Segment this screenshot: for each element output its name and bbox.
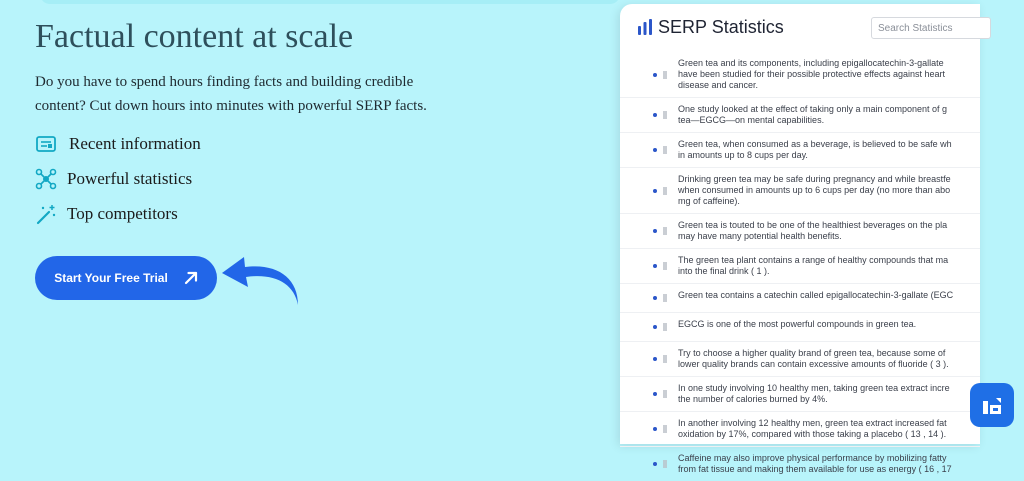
statistic-text: In one study involving 10 healthy men, taking green tea extract incre the number of calories burned by 4%. <box>678 383 950 404</box>
statistic-text: Drinking green tea may be safe during pregnancy and while breastfe when consumed in amounts up to 6 cups per day (no more than abo mg of caffeine). <box>678 174 951 206</box>
bullet-dot-icon <box>653 264 657 268</box>
curved-arrow-icon <box>218 253 304 309</box>
panel-title: SERP Statistics <box>658 17 784 37</box>
drag-handle-icon[interactable] <box>663 111 667 119</box>
magic-wand-icon <box>35 203 57 225</box>
feature-recent-information <box>35 133 201 155</box>
statistic-item[interactable] <box>620 214 980 249</box>
bullet-dot-icon <box>653 148 657 152</box>
statistic-item[interactable] <box>620 98 980 133</box>
statistic-item[interactable] <box>620 412 980 447</box>
arrow-up-right-icon <box>184 271 198 285</box>
search-statistics-input[interactable] <box>871 17 991 39</box>
drag-handle-icon[interactable] <box>663 425 667 433</box>
chat-widget-button[interactable] <box>970 383 1014 427</box>
statistic-item[interactable] <box>620 342 980 377</box>
chat-logo-icon <box>979 392 1005 418</box>
bullet-dot-icon <box>653 189 657 193</box>
network-nodes-icon <box>35 168 57 190</box>
start-free-trial-button[interactable] <box>35 256 217 300</box>
bullet-dot-icon <box>653 296 657 300</box>
bar-chart-icon <box>637 18 653 36</box>
feature-label: Top competitors <box>67 204 178 223</box>
statistic-text: One study looked at the effect of taking only a main component of g tea—EGCG—on mental capabilities. <box>678 104 948 125</box>
drag-handle-icon[interactable] <box>663 71 667 79</box>
bullet-dot-icon <box>653 357 657 361</box>
statistic-text: In another involving 12 healthy men, green tea extract increased fat oxidation by 17%, compared with those taking a placebo ( 13 , 14 ). <box>678 418 947 439</box>
hero-description: Do you have to spend hours finding facts and building credible content? Cut down hours into minutes with powerful SERP facts. <box>35 74 427 114</box>
bullet-dot-icon <box>653 392 657 396</box>
top-decorative-strip <box>40 0 620 4</box>
drag-handle-icon[interactable] <box>663 227 667 235</box>
statistic-item[interactable] <box>620 52 980 98</box>
page-title: Factual content at scale <box>35 18 354 55</box>
statistic-text: Green tea is touted to be one of the healthiest beverages on the pla may have many potential health benefits. <box>678 220 948 241</box>
statistic-text: Green tea contains a catechin called epigallocatechin-3-gallate (EGC <box>678 290 954 300</box>
drag-handle-icon[interactable] <box>663 460 667 468</box>
feature-label: Recent information <box>69 134 201 153</box>
drag-handle-icon[interactable] <box>663 323 667 331</box>
statistic-text: The green tea plant contains a range of healthy compounds that ma into the final drink ( 1 ). <box>678 255 949 276</box>
drag-handle-icon[interactable] <box>663 146 667 154</box>
statistic-text: EGCG is one of the most powerful compounds in green tea. <box>678 319 917 329</box>
feature-powerful-statistics <box>35 168 192 190</box>
bullet-dot-icon <box>653 73 657 77</box>
statistic-text: Caffeine may also improve physical performance by mobilizing fatty from fat tissue and making them available for use as energy ( 16 , 17 <box>678 453 952 474</box>
serp-statistics-panel <box>620 4 980 474</box>
statistics-list <box>620 52 980 481</box>
statistic-item[interactable] <box>620 447 980 481</box>
statistic-item[interactable] <box>620 284 980 313</box>
panel-header <box>620 4 980 48</box>
cta-label: Start Your Free Trial <box>54 271 168 285</box>
statistic-text: Green tea, when consumed as a beverage, is believed to be safe wh in amounts up to 8 cups per day. <box>678 139 952 160</box>
bullet-dot-icon <box>653 229 657 233</box>
feature-top-competitors <box>35 203 178 225</box>
statistic-text: Green tea and its components, including epigallocatechin-3-gallate have been studied for their possible protective effects against heart disease and cancer. <box>678 58 945 90</box>
drag-handle-icon[interactable] <box>663 262 667 270</box>
bullet-dot-icon <box>653 325 657 329</box>
bullet-dot-icon <box>653 462 657 466</box>
document-list-icon <box>35 133 57 155</box>
statistic-item[interactable] <box>620 377 980 412</box>
statistic-item[interactable] <box>620 313 980 342</box>
feature-label: Powerful statistics <box>67 169 193 188</box>
drag-handle-icon[interactable] <box>663 355 667 363</box>
statistic-text: Try to choose a higher quality brand of green tea, because some of lower quality brands can contain excessive amounts of fluoride ( 3 ). <box>678 348 949 369</box>
statistic-item[interactable] <box>620 133 980 168</box>
bullet-dot-icon <box>653 113 657 117</box>
drag-handle-icon[interactable] <box>663 294 667 302</box>
bullet-dot-icon <box>653 427 657 431</box>
statistic-item[interactable] <box>620 249 980 284</box>
drag-handle-icon[interactable] <box>663 187 667 195</box>
statistic-item[interactable] <box>620 168 980 214</box>
drag-handle-icon[interactable] <box>663 390 667 398</box>
